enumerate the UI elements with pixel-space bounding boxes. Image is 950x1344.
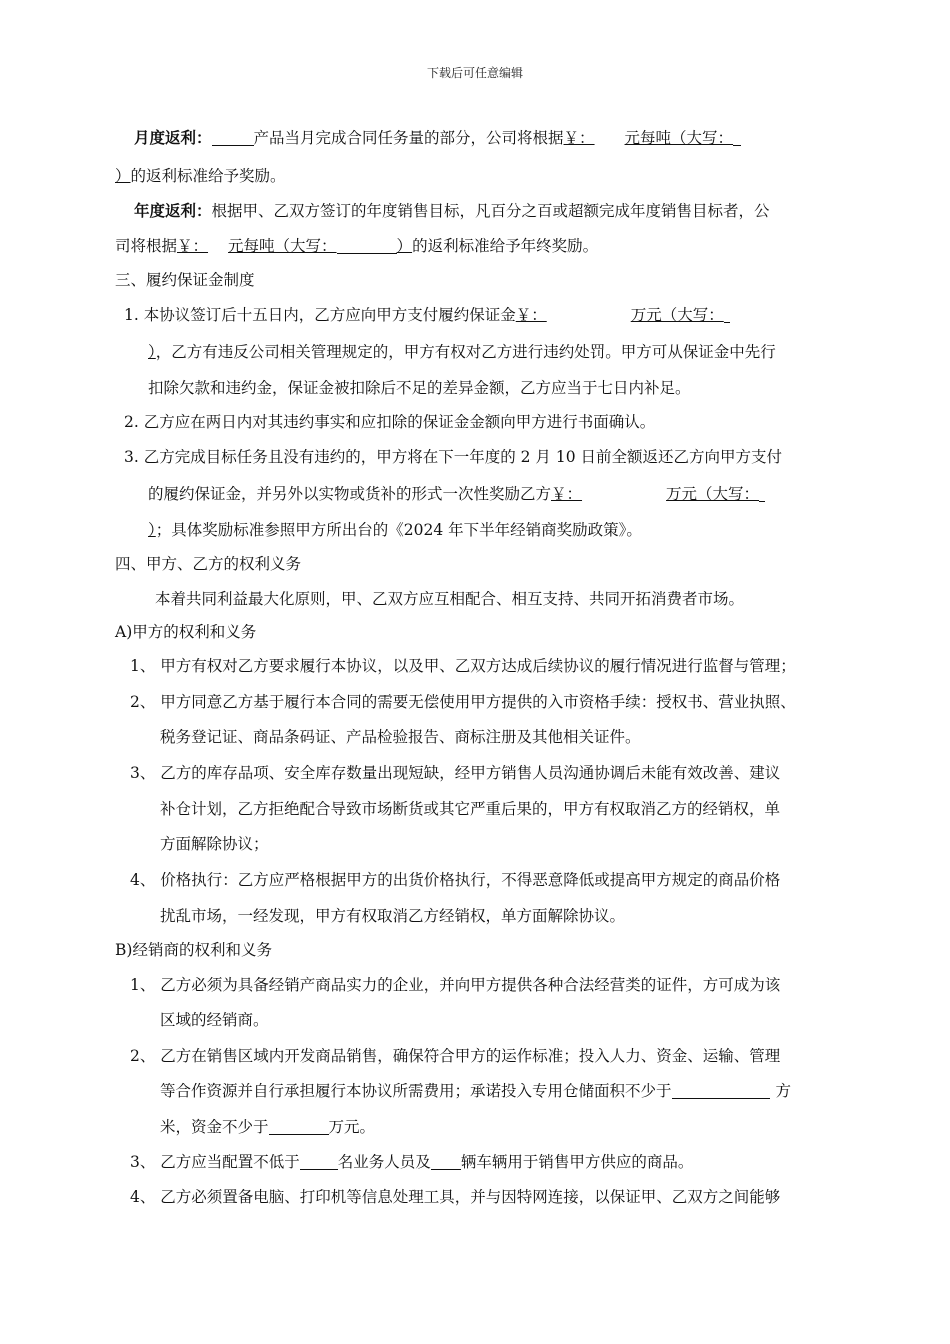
annual-rebate-label: 年度返利： (134, 201, 212, 220)
text: 产品当月完成合同任务量的部分，公司将根据 (253, 129, 564, 147)
yen-field: ￥： (551, 485, 583, 503)
party-a-title: A)甲方的权利和义务 (115, 623, 257, 641)
section-3-title: 三、履约保证金制度 (115, 271, 255, 289)
monthly-rebate-line-2 (115, 166, 286, 186)
blank-field (212, 129, 254, 146)
s3-item-2: 2. 乙方应在两日内对其违约事实和应扣除的保证金金额向甲方进行书面确认。 (124, 413, 656, 431)
blank-field (300, 1153, 338, 1170)
blank-field (759, 485, 765, 502)
a-item-2-line-1: 2、 甲方同意乙方基于履行本合同的需要无偿使用甲方提供的入市资格手续：授权书、营业执照、 (130, 693, 796, 711)
monthly-rebate-line-1 (134, 128, 741, 148)
distributor-title: B)经销商的权利和义务 (115, 941, 272, 959)
b-item-3 (130, 1152, 693, 1172)
close-paren: ） (148, 343, 156, 361)
text: 1. 本协议签订后十五日内，乙方应向甲方支付履约保证金 (124, 306, 516, 324)
a-item-1: 1、 甲方有权对乙方要求履行本协议，以及甲、乙双方达成后续协议的履行情况进行监督与管理； (130, 657, 796, 675)
monthly-rebate-label: 月度返利： (134, 128, 212, 147)
section-4-title: 四、甲方、乙方的权利义务 (115, 555, 302, 573)
yen-field: ￥： (177, 237, 209, 255)
text: 司将根据 (115, 237, 178, 255)
b-item-4-line-1: 4、 乙方必须置备电脑、打印机等信息处理工具，并与因特网连接，以保证甲、乙双方之间能够 (130, 1188, 781, 1206)
text: 方 (775, 1082, 792, 1100)
close-paren: ） (115, 167, 131, 185)
s4-intro: 本着共同利益最大化原则，甲、乙双方应互相配合、相互支持、共同开拓消费者市场。 (155, 590, 745, 608)
blank-field (733, 129, 741, 146)
text: 的返利标准给予年终奖励。 (412, 237, 599, 255)
text: 的履约保证金，并另外以实物或货补的形式一次性奖励乙方 (148, 485, 552, 503)
s3-item-3-line-1: 3. 乙方完成目标任务且没有违约的，甲方将在下一年度的 2 月 10 日前全额返还乙方向甲方支付 (124, 448, 783, 466)
b-item-2-line-1: 2、 乙方在销售区域内开发商品销售，确保符合甲方的运作标准；投入人力、资金、运输、管理 (130, 1047, 781, 1065)
s3-item-3-line-3 (148, 520, 642, 540)
close-paren: ） (148, 521, 156, 539)
yen-field: ￥： (563, 129, 595, 147)
a-item-4-line-2: 扰乱市场，一经发现，甲方有权取消乙方经销权，单方面解除协议。 (160, 907, 626, 925)
text: 等合作资源并自行承担履行本协议所需费用；承诺投入专用仓储面积不少于 (160, 1082, 672, 1100)
a-item-2-line-2: 税务登记证、商品条码证、产品检验报告、商标注册及其他相关证件。 (160, 728, 641, 746)
s3-item-1-line-3: 扣除欠款和违约金，保证金被扣除后不足的差异金额，乙方应当于七日内补足。 (148, 379, 691, 397)
unit-field: 万元（大写： (666, 485, 760, 503)
a-item-4-line-1: 4、 价格执行：乙方应严格根据甲方的出货价格执行，不得恶意降低或提高甲方规定的商品价格 (130, 871, 781, 889)
text: ；具体奖励标准参照甲方所出台的《2024 年下半年经销商奖励政策》。 (155, 521, 642, 539)
yen-field: ￥： (515, 306, 547, 324)
annual-rebate-line-2 (115, 236, 598, 256)
b-item-2-line-2 (160, 1081, 791, 1101)
text: 的返利标准给予奖励。 (130, 167, 286, 185)
a-item-3-line-2: 补仓计划，乙方拒绝配合导致市场断货或其它严重后果的，甲方有权取消乙方的经销权，单 (160, 800, 781, 818)
text: ，乙方有违反公司相关管理规定的，甲方有权对乙方进行违约处罚。甲方可从保证金中先行 (155, 343, 776, 361)
a-item-3-line-3: 方面解除协议； (160, 835, 269, 853)
text: 米，资金不少于 (160, 1118, 269, 1136)
b-item-1-line-1: 1、 乙方必须为具备经销产商品实力的企业，并向甲方提供各种合法经营类的证件，方可成为该 (130, 976, 781, 994)
text: 根据甲、乙双方签订的年度销售目标，凡百分之百或超额完成年度销售目标者，公 (211, 202, 770, 220)
a-item-3-line-1: 3、 乙方的库存品项、安全库存数量出现短缺，经甲方销售人员沟通协调后未能有效改善、建议 (130, 764, 781, 782)
b-item-2-line-3 (160, 1117, 375, 1137)
blank-field (672, 1082, 770, 1099)
blank-field (337, 237, 397, 254)
text: 3、 乙方应当配置不低于 (130, 1153, 300, 1171)
annual-rebate-line-1 (134, 201, 770, 221)
unit-field: 元每吨（大写： (228, 237, 337, 255)
text: 名业务人员及 (337, 1153, 431, 1171)
text: 辆车辆用于销售甲方供应的商品。 (460, 1153, 694, 1171)
b-item-1-line-2: 区域的经销商。 (160, 1011, 269, 1029)
blank-field (724, 306, 730, 323)
s3-item-1-line-1 (124, 305, 730, 325)
blank-field (269, 1118, 329, 1135)
unit-field: 元每吨（大写： (624, 129, 734, 147)
s3-item-1-line-2 (148, 342, 776, 362)
blank-field (431, 1153, 461, 1170)
page-header: 下载后可任意编辑 (426, 66, 523, 80)
unit-field: 万元（大写： (630, 306, 724, 324)
s3-item-3-line-2 (148, 484, 765, 504)
close-paren: ） (396, 237, 413, 255)
text: 万元。 (328, 1118, 376, 1136)
